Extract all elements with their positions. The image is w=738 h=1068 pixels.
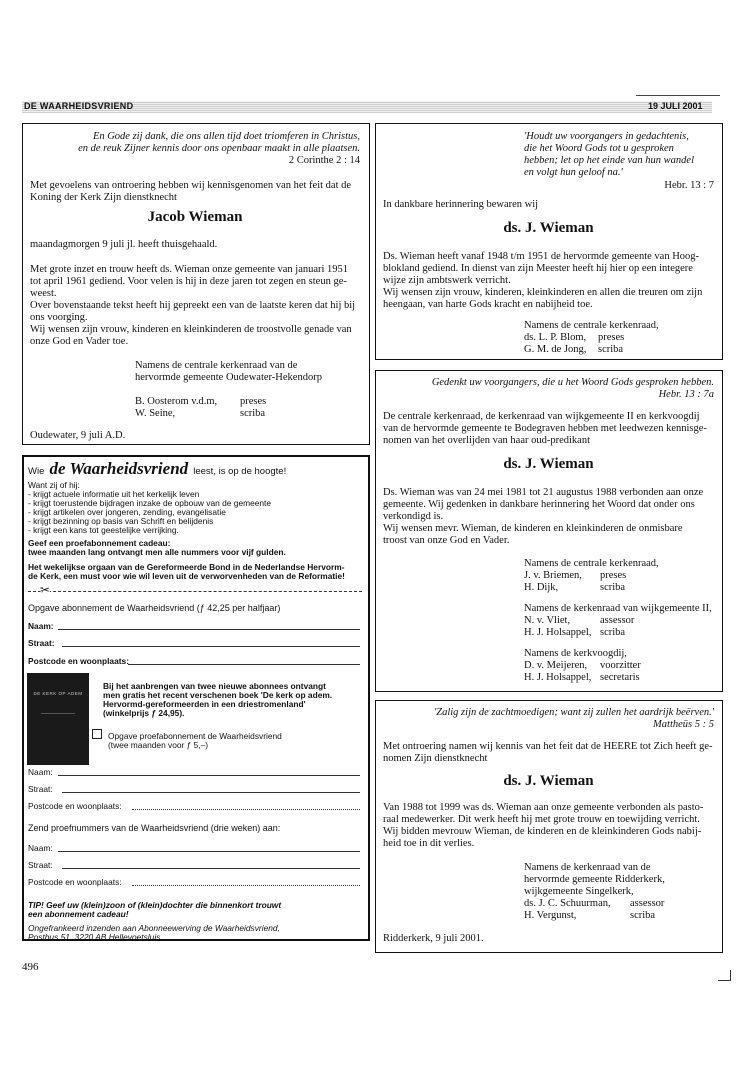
notice3-intro-3: nomen van het overlijden van haar oud-predikant (383, 435, 591, 446)
ad-head-post: leest, is op de hoogte! (193, 466, 287, 477)
notice1-sign-intro-1: Namens de centrale kerkenraad van de (135, 360, 298, 371)
notice1-body-1: Met grote inzet en trouw heeft ds. Wieman onze gemeente van januari 1951 (30, 264, 349, 275)
notice2-body-3: wijze zijn ambtswerk verricht. (383, 275, 511, 286)
notice3-group2-title: Namens de kerkenraad van wijkgemeente II, (524, 603, 712, 614)
ad-bullet-1: - krijgt actuele informatie uit het kerkelijk leven (28, 489, 200, 499)
book-offer-4: (winkelprijs ƒ 24,95). (103, 708, 185, 718)
notice3-body-5: troost van onze God en Vader. (383, 535, 510, 546)
notice3-g1-s1-name: J. v. Briemen, (524, 570, 582, 581)
header-date: 19 JULI 2001 (648, 101, 703, 111)
form1-title: Opgave abonnement de Waarheidsvriend (ƒ 42,25 per halfjaar) (28, 603, 281, 613)
book-cover-rule (41, 713, 75, 714)
notice2-ref: Hebr. 13 : 7 (664, 180, 714, 191)
notice1-signer1-role: preses (240, 396, 267, 407)
notice3-group1-title: Namens de centrale kerkenraad, (524, 558, 659, 569)
notice1-quote-line2: en de reuk Zijner kennis door ons openbaar maakt in alle plaatsen. (78, 143, 360, 154)
notice3-g2-s2-name: H. J. Holsappel, (524, 627, 592, 638)
notice1-body-3: weest. (30, 288, 57, 299)
form3-postcode-label: Postcode en woonplaats: (28, 877, 122, 887)
notice3-g3-s2-name: H. J. Holsappel, (524, 672, 592, 683)
notice4-body-4: heid toe in dit verlies. (383, 838, 475, 849)
ad-bullet-2: - krijgt toerustende bijdragen inzake de opbouw van de gemeente (28, 498, 272, 508)
form2-name-input[interactable] (58, 775, 360, 776)
notice4-sign-intro-1: Namens de kerkenraad van de (524, 862, 651, 873)
ad-head-pre: Wie (28, 466, 45, 477)
notice3-ref: Hebr. 13 : 7a (658, 389, 714, 400)
notice2-sign-intro: Namens de centrale kerkenraad, (524, 320, 659, 331)
ad-tip-2: een abonnement cadeau! (28, 909, 129, 919)
ad-bullet-4: - krijgt bezinning op basis van Schrift en belijdenis (28, 516, 214, 526)
notice4-signer2-name: H. Vergunst, (524, 910, 577, 921)
notice3-body-1: Ds. Wieman was van 24 mei 1981 tot 21 augustus 1988 verbonden aan onze (383, 487, 704, 498)
notice4-sign-intro-3: wijkgemeente Singelkerk, (524, 886, 634, 897)
ad-organ-2: de Kerk, een must voor wie wil leven uit de verworvenheden van de Reformatie! (28, 571, 345, 581)
notice1-signer1-name: B. Oosterom v.d.m, (135, 396, 218, 407)
notice4-body-1: Van 1988 tot 1999 was ds. Wieman aan onze gemeente verbonden als pasto- (383, 802, 704, 813)
notice2-body-5: heengaan, van harte Gods kracht en nabijheid toe. (383, 299, 593, 310)
ad-bullet-5: - krijgt een kans tot geestelijke verrijking. (28, 525, 179, 535)
form3-name-label: Naam: (28, 843, 53, 853)
notice1-intro-line2: Koning der Kerk Zijn dienstknecht (30, 192, 177, 203)
notice2-body-4: Wij wensen zijn vrouw, kinderen, kleinkinderen en allen die treuren om zijn (383, 287, 703, 298)
form1-name-label: Naam: (28, 621, 54, 631)
notice3-g3-s1-role: voorzitter (600, 660, 641, 671)
form3-street-label: Straat: (28, 860, 53, 870)
scissors-icon: ✂ (40, 583, 51, 597)
notice4-intro-2: nomen Zijn dienstknecht (383, 753, 488, 764)
corner-mark (718, 970, 731, 981)
notice2-signer1-name: ds. L. P. Blom, (524, 332, 587, 343)
form3-postcode-input[interactable] (132, 885, 360, 886)
notice3-g2-s2-role: scriba (600, 627, 626, 638)
ad-want: Want zij of hij: (28, 480, 80, 490)
notice3-body-2: gemeente. Wij gedenken in dankbare herinnering het Woord dat onder ons (383, 499, 695, 510)
header-title: DE WAARHEIDSVRIEND (24, 101, 134, 111)
ad-organ-1: Het wekelijkse orgaan van de Gereformeerde Bond in de Nederlandse Hervorm- (28, 562, 345, 572)
cut-line (28, 591, 362, 592)
notice2-quote-2: die het Woord Gods tot u gesproken (524, 143, 674, 154)
form1-postcode-input[interactable] (128, 664, 360, 665)
notice2-quote-1: 'Houdt uw voorgangers in gedachtenis, (524, 131, 689, 142)
book-cover-title: DE KERK OP ADEM (33, 691, 83, 696)
form2-postcode-label: Postcode en woonplaats: (28, 801, 122, 811)
ad-tip-1: TIP! Geef uw (klein)zoon of (klein)dochter die binnenkort trouwt (28, 900, 282, 910)
notice4-place: Ridderkerk, 9 juli 2001. (383, 933, 484, 944)
notice3-intro-2: van de hervormde gemeente te Bodegraven hebben met leedwezen kennisge- (383, 423, 707, 434)
ad-gift-text: twee maanden lang ontvangt men alle nummers voor vijf gulden. (28, 547, 286, 557)
notice1-body-6: Wij wensen zijn vrouw, kinderen en kleinkinderen de troostvolle genade van (30, 324, 352, 335)
notice3-group3-title: Namens de kerkvoogdij, (524, 648, 627, 659)
notice3-quote: Gedenkt uw voorgangers, die u het Woord Gods gesproken hebben. (431, 377, 714, 388)
notice3-g1-s1-role: preses (600, 570, 627, 581)
trial-title: Opgave proefabonnement de Waarheidsvriend (108, 731, 282, 741)
notice2-signer1-role: preses (598, 332, 625, 343)
notice2-signer2-role: scriba (598, 344, 624, 355)
notice4-intro-1: Met ontroering namen wij kennis van het feit dat de HEERE tot Zich heeft ge- (383, 741, 713, 752)
notice2-name: ds. J. Wieman (503, 220, 594, 236)
notice2-intro: In dankbare herinnering bewaren wij (383, 199, 539, 210)
notice3-g2-s1-role: assessor (600, 615, 635, 626)
form3-street-input[interactable] (62, 868, 360, 869)
notice1-place: Oudewater, 9 juli A.D. (30, 430, 126, 441)
notice3-g1-s2-name: H. Dijk, (524, 582, 559, 593)
form1-postcode-label: Postcode en woonplaats: (28, 656, 129, 666)
notice3-intro-1: De centrale kerkenraad, de kerkenraad van wijkgemeente II en kerkvoogdij (383, 411, 700, 422)
ad-address-1: Ongefrankeerd inzenden aan Abonneewerving de Waarheidsvriend, (28, 923, 280, 933)
ad-gift-title: Geef een proefabonnement cadeau: (28, 538, 171, 548)
notice2-body-1: Ds. Wieman heeft vanaf 1948 t/m 1951 de hervormde gemeente van Hoog- (383, 251, 700, 262)
trial-checkbox[interactable] (92, 729, 102, 739)
sample-title: Zend proefnummers van de Waarheidsvriend (drie weken) aan: (28, 823, 281, 833)
notice3-body-3: verkondigd is. (383, 511, 444, 522)
trial-sub: (twee maanden voor ƒ 5,–) (108, 740, 209, 750)
notice1-body-2: tot april 1961 gediend. Voor velen is hij in deze jaren tot zegen en steun ge- (30, 276, 347, 287)
notice3-g3-s2-role: secretaris (600, 672, 640, 683)
form3-name-input[interactable] (58, 851, 360, 852)
notice4-sign-intro-2: hervormde gemeente Ridderkerk, (524, 874, 665, 885)
notice4-signer2-role: scriba (630, 910, 656, 921)
notice4-quote: 'Zalig zijn de zachtmoedigen; want zij zullen het aardrijk beërven.' (434, 707, 714, 718)
page-number: 496 (22, 961, 39, 973)
notice1-body-7: onze God en Vader toe. (30, 336, 129, 347)
form2-street-input[interactable] (62, 792, 360, 793)
notice2-quote-4: en volgt hun geloof na.' (524, 167, 623, 178)
notice1-quote-line1: En Gode zij dank, die ons allen tijd doet triomferen in Christus, (92, 131, 360, 142)
form1-street-label: Straat: (28, 638, 55, 648)
book-offer-1: Bij het aanbrengen van twee nieuwe abonnees ontvangt (103, 681, 326, 691)
notice1-body-5: ons voorging. (30, 312, 88, 323)
book-offer-3: Hervormd-gereformeerden in een driestromenland' (103, 699, 306, 709)
notice3-g2-s1-name: N. v. Vliet, (524, 615, 571, 626)
notice1-signer2-name: W. Seine, (135, 408, 176, 419)
notice2-signer2-name: G. M. de Jong, (524, 344, 587, 355)
notice2-quote-3: hebben; let op het einde van hun wandel (524, 155, 694, 166)
notice4-body-2: raal medewerker. Dit werk heeft hij met grote trouw en toewijding verricht. (383, 814, 700, 825)
book-offer-2: men gratis het recent verschenen boek 'De kerk op adem. (103, 690, 333, 700)
ad-bullet-3: - krijgt artikelen over jongeren, zending, evangelisatie (28, 507, 226, 517)
form2-postcode-input[interactable] (132, 809, 360, 810)
ad-address-2: Postbus 51, 3220 AB Hellevoetsluis. (28, 932, 163, 942)
notice3-g3-s1-name: D. v. Meijeren, (524, 660, 588, 671)
notice1-ref: 2 Corinthe 2 : 14 (288, 155, 360, 166)
book-cover-image (27, 673, 89, 765)
ad-brand: de Waarheidsvriend (49, 459, 189, 478)
notice4-signer1-name: ds. J. C. Schuurman, (524, 898, 611, 909)
notice4-ref: Mattheüs 5 : 5 (653, 719, 714, 730)
notice1-intro-line1: Met gevoelens van ontroering hebben wij kennisgenomen van het feit dat de (30, 180, 352, 191)
notice1-line-after-name: maandagmorgen 9 juli jl. heeft thuisgehaald. (30, 239, 218, 250)
notice4-signer1-role: assessor (630, 898, 665, 909)
notice3-g1-s2-role: scriba (600, 582, 626, 593)
form2-street-label: Straat: (28, 784, 53, 794)
notice1-signer2-role: scriba (240, 408, 266, 419)
notice2-body-2: blokland gediend. In dienst van zijn Meester heeft hij hier op een integere (383, 263, 693, 274)
top-rule (636, 95, 720, 96)
form1-name-input[interactable] (58, 629, 360, 630)
notice1-body-4: Over bovenstaande tekst heeft hij gepreekt een van de laatste keren dat hij bij (30, 300, 356, 311)
notice1-sign-intro-2: hervormde gemeente Oudewater-Hekendorp (135, 372, 322, 383)
notice1-name: Jacob Wieman (147, 209, 243, 225)
notice4-body-3: Wij bidden mevrouw Wieman, de kinderen en de kleinkinderen Gods nabij- (383, 826, 702, 837)
form1-street-input[interactable] (62, 646, 360, 647)
form2-name-label: Naam: (28, 767, 53, 777)
ad-headline (28, 459, 286, 479)
notice3-name: ds. J. Wieman (503, 456, 594, 472)
notice4-name: ds. J. Wieman (503, 773, 594, 789)
notice3-body-4: Wij wensen mevr. Wieman, de kinderen en kleinkinderen de onmisbare (383, 523, 683, 534)
